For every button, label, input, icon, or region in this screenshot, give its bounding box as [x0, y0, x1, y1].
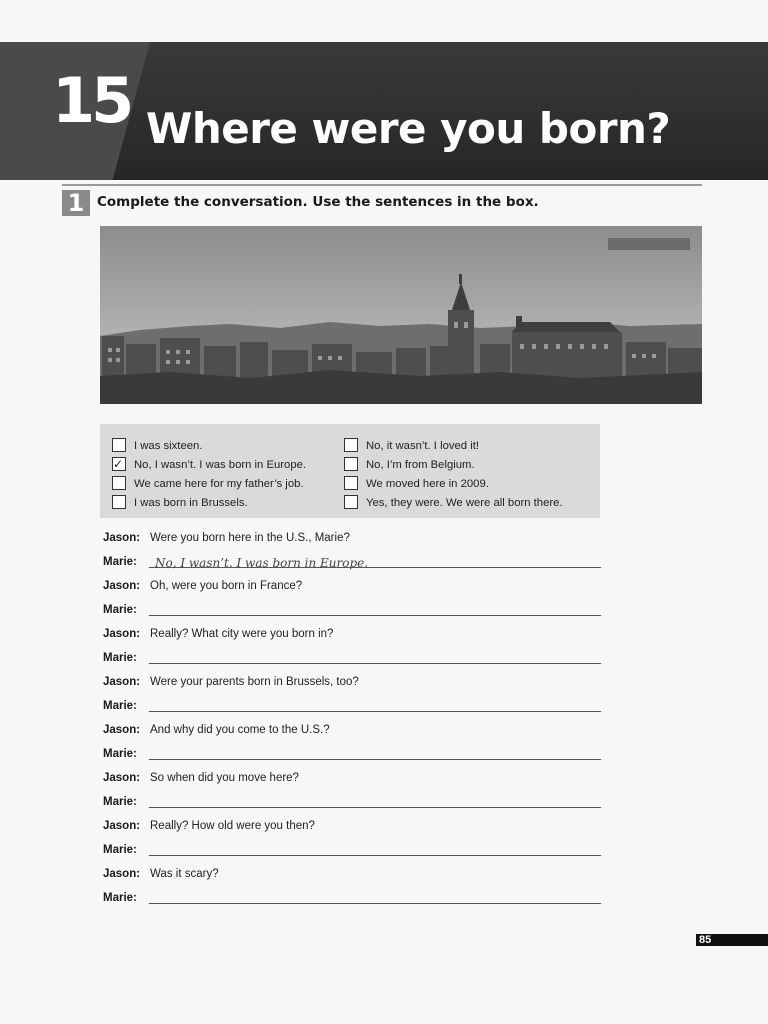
conversation-line [103, 768, 603, 788]
unit-number: 15 [52, 64, 131, 137]
box-option[interactable]: No, it wasn’t. I loved it! [344, 437, 479, 455]
speaker-label: Marie: [103, 796, 137, 808]
speaker-label: Marie: [103, 892, 137, 904]
city-skyline-photo [100, 226, 702, 404]
sentence-box [100, 424, 600, 518]
answer-text: No, I wasn’t. I was born in Europe. [155, 556, 369, 570]
conversation-line [103, 864, 603, 884]
answer-line[interactable] [149, 759, 601, 760]
divider [62, 184, 702, 186]
speaker-label: Marie: [103, 700, 137, 712]
conversation-line [103, 528, 603, 548]
box-option[interactable]: We moved here in 2009. [344, 475, 489, 493]
jason-speech: And why did you come to the U.S.? [150, 724, 330, 736]
answer-line[interactable] [149, 807, 601, 808]
checkbox[interactable] [112, 476, 126, 490]
box-option[interactable]: I was born in Brussels. [112, 494, 248, 512]
speaker-label: Marie: [103, 556, 137, 568]
jason-speech: Really? How old were you then? [150, 820, 315, 832]
jason-speech: Was it scary? [150, 868, 219, 880]
conversation-line [103, 720, 603, 740]
answer-line[interactable] [149, 663, 601, 664]
jason-speech: So when did you move here? [150, 772, 299, 784]
speaker-label: Marie: [103, 748, 137, 760]
jason-speech: Oh, were you born in France? [150, 580, 303, 592]
box-option[interactable]: No, I’m from Belgium. [344, 456, 475, 474]
conversation-line [103, 792, 603, 812]
box-option[interactable]: ✓No, I wasn’t. I was born in Europe. [112, 456, 306, 474]
checkbox[interactable] [112, 438, 126, 452]
speaker-label: Jason: [103, 724, 141, 736]
speaker-label: Jason: [103, 820, 141, 832]
answer-line[interactable] [149, 615, 601, 616]
conversation-line [103, 672, 603, 692]
checkbox[interactable] [344, 495, 358, 509]
box-option[interactable]: Yes, they were. We were all born there. [344, 494, 563, 512]
jason-speech: Were you born here in the U.S., Marie? [150, 532, 350, 544]
jason-speech: Were your parents born in Brussels, too? [150, 676, 359, 688]
checkbox-checked[interactable] [112, 457, 126, 471]
conversation-line [103, 552, 603, 572]
conversation-line [103, 624, 603, 644]
box-option[interactable]: We came here for my father’s job. [112, 475, 304, 493]
speaker-label: Jason: [103, 676, 141, 688]
jason-speech: Really? What city were you born in? [150, 628, 334, 640]
conversation-line [103, 600, 603, 620]
unit-title: Where were you born? [146, 104, 671, 153]
exercise-number: 1 [62, 190, 90, 216]
answer-line[interactable] [149, 903, 601, 904]
answer-line[interactable] [149, 711, 601, 712]
speaker-label: Jason: [103, 532, 141, 544]
speaker-label: Marie: [103, 652, 137, 664]
exercise-instructions: Complete the conversation. Use the sentences in the box. [97, 194, 539, 210]
conversation-line [103, 696, 603, 716]
speaker-label: Jason: [103, 868, 141, 880]
box-option[interactable]: I was sixteen. [112, 437, 202, 455]
speaker-label: Jason: [103, 580, 141, 592]
page-number: 85 [699, 934, 712, 946]
checkbox[interactable] [112, 495, 126, 509]
checkbox[interactable] [344, 438, 358, 452]
conversation-line [103, 744, 603, 764]
conversation-line [103, 648, 603, 668]
checkbox[interactable] [344, 476, 358, 490]
conversation-line [103, 816, 603, 836]
speaker-label: Jason: [103, 772, 141, 784]
speaker-label: Marie: [103, 604, 137, 616]
conversation-line [103, 888, 603, 908]
speaker-label: Jason: [103, 628, 141, 640]
checkbox[interactable] [344, 457, 358, 471]
speaker-label: Marie: [103, 844, 137, 856]
conversation-line [103, 840, 603, 860]
conversation-line [103, 576, 603, 596]
answer-line[interactable] [149, 855, 601, 856]
